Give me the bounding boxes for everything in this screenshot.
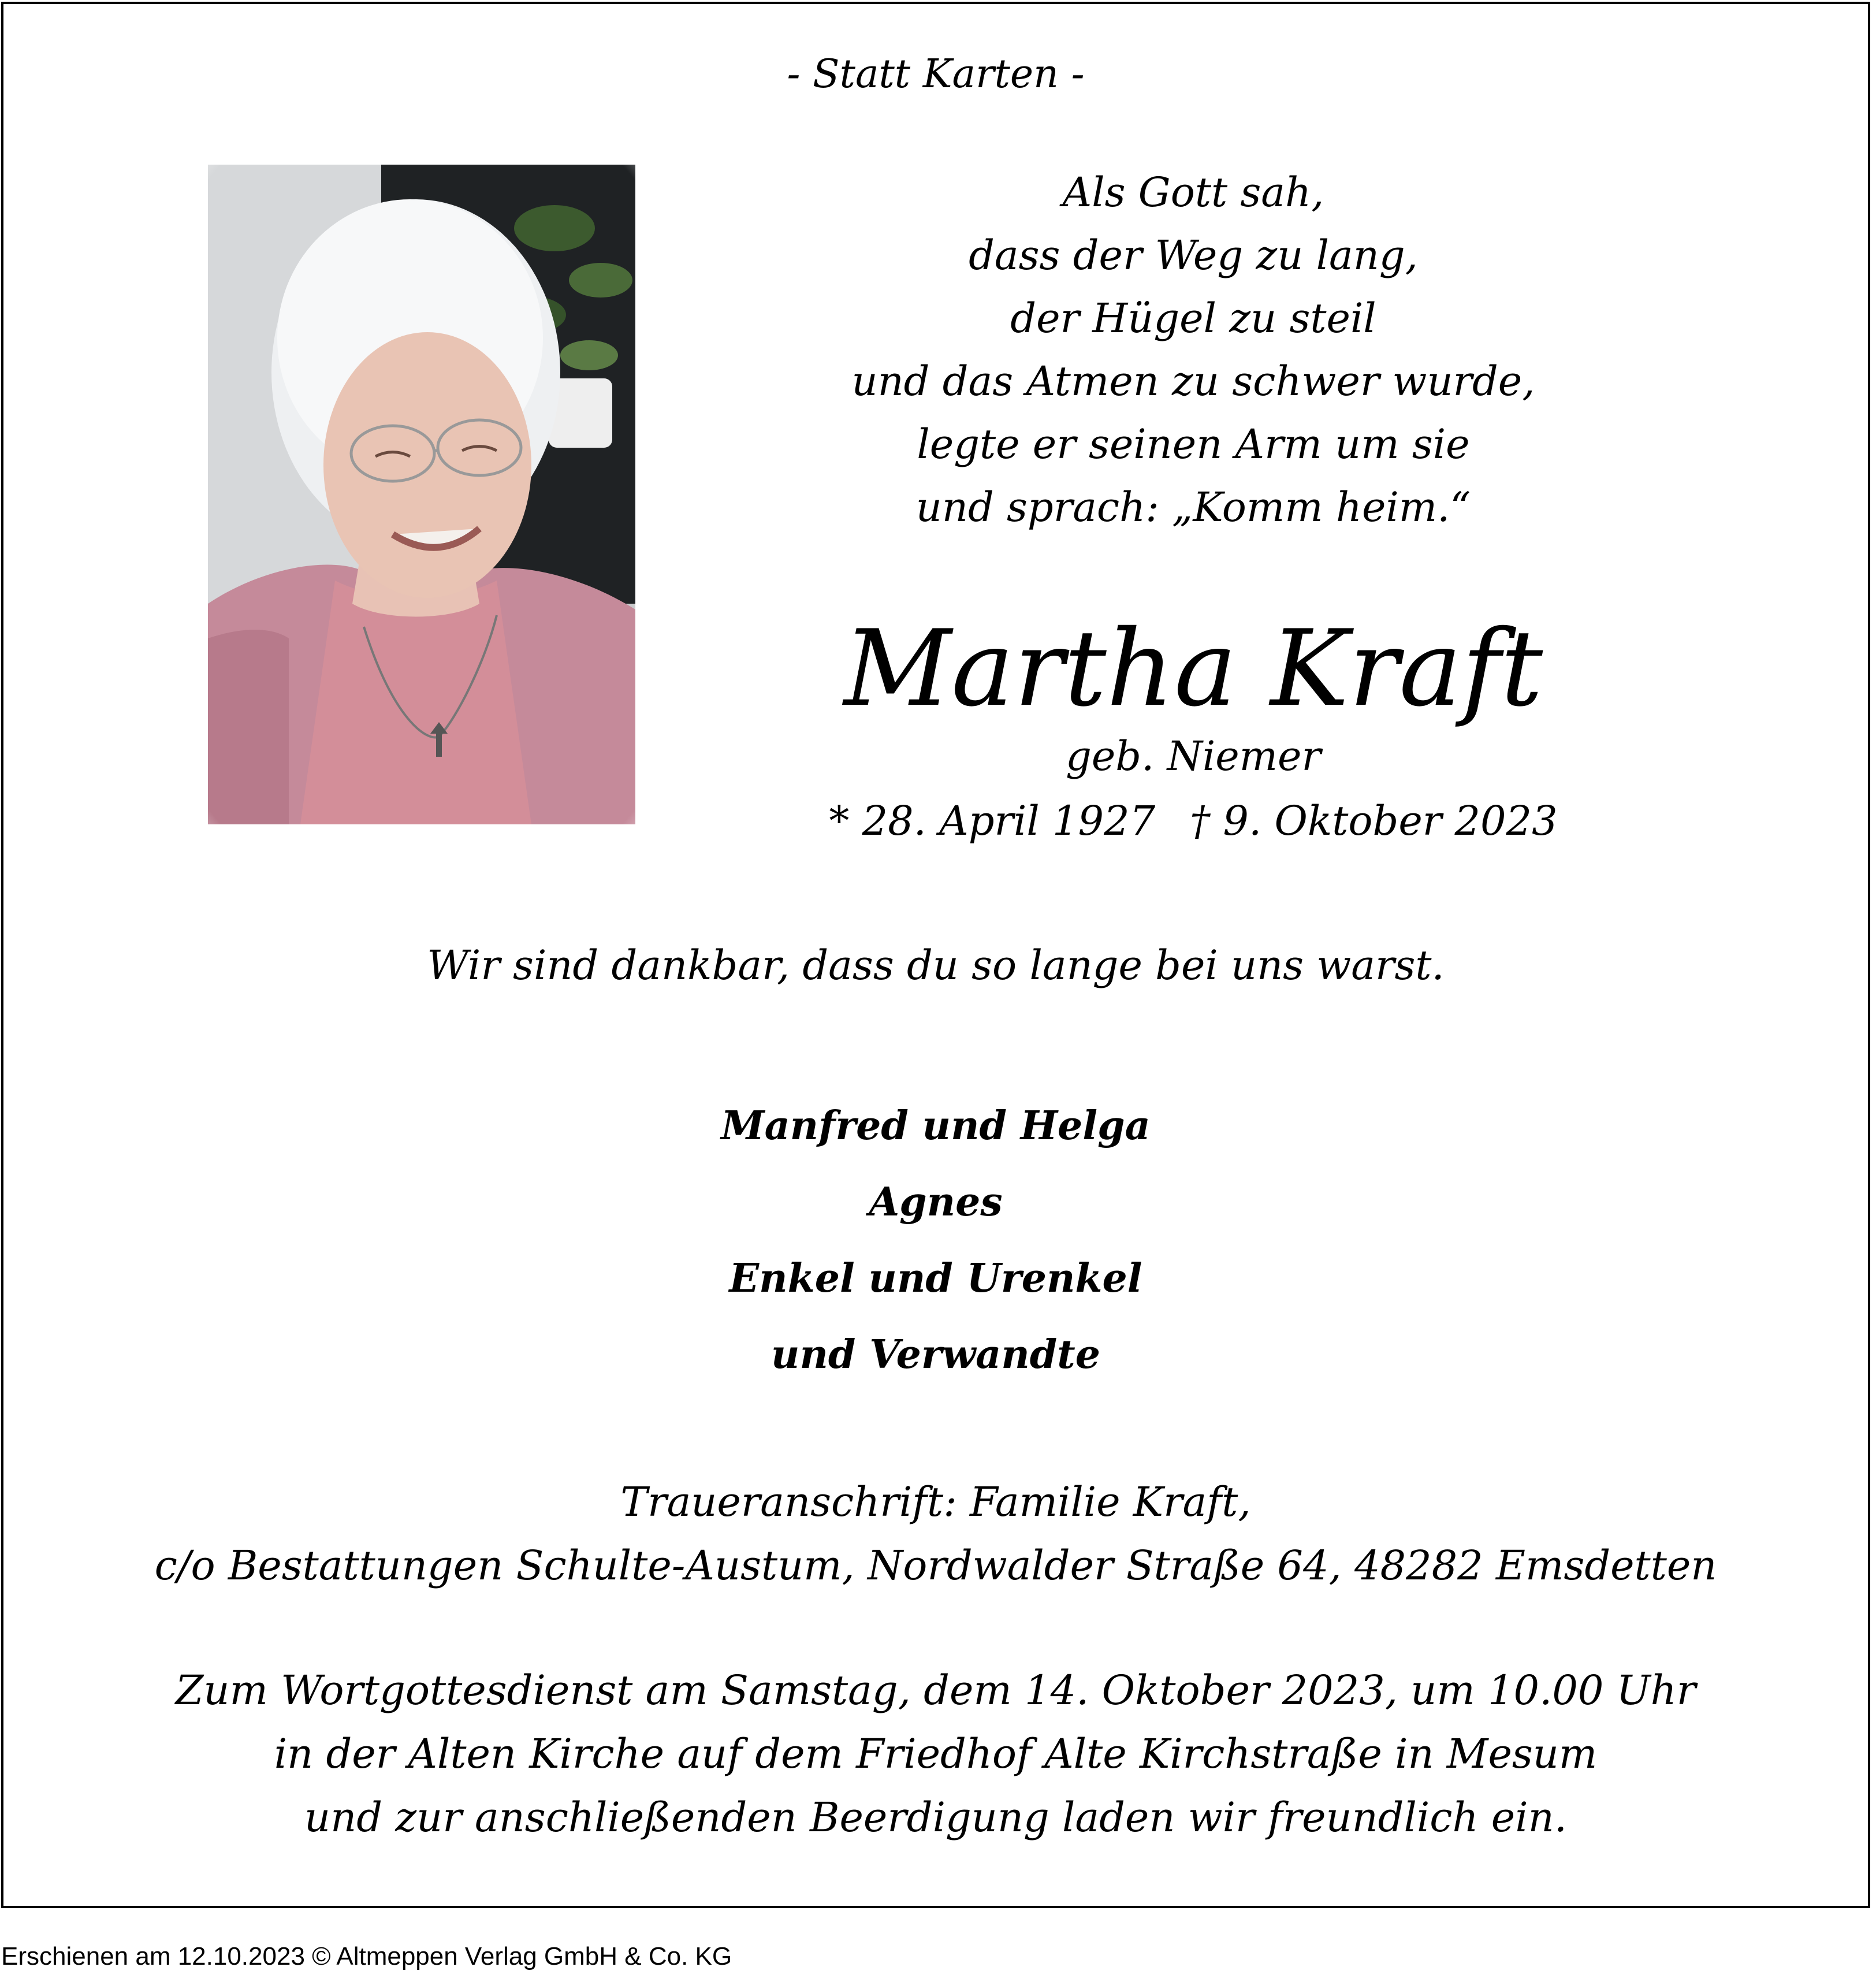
- obituary-frame: [1, 2, 1870, 1908]
- poem-line: Als Gott sah,: [1062, 169, 1324, 216]
- service-line: und zur anschließenden Beerdigung laden wir freundlich ein.: [304, 1794, 1567, 1841]
- mourner-name: Enkel und Urenkel: [729, 1255, 1142, 1302]
- service-invitation: [3, 1659, 1868, 1849]
- mourners-list: [3, 1088, 1868, 1393]
- service-line: Zum Wortgottesdienst am Samstag, dem 14. Oktober 2023, um 10.00 Uhr: [175, 1667, 1696, 1714]
- mourner-name: Manfred und Helga: [721, 1103, 1151, 1149]
- service-line: in der Alten Kirche auf dem Friedhof Alte Kirchstraße in Mesum: [274, 1730, 1598, 1778]
- address-line: c/o Bestattungen Schulte-Austum, Nordwalder Straße 64, 48282 Emsdetten: [154, 1542, 1717, 1589]
- birth-date: * 28. April 1927: [829, 797, 1156, 845]
- publication-footer: Erschienen am 12.10.2023 © Altmeppen Verlag GmbH & Co. KG: [1, 1942, 732, 1970]
- poem-line: und sprach: „Komm heim.“: [915, 484, 1471, 531]
- thanks-line: Wir sind dankbar, dass du so lange bei uns warst.: [427, 942, 1445, 989]
- deceased-name: Martha Kraft: [843, 607, 1543, 730]
- statt-karten-heading: - Statt Karten -: [787, 51, 1085, 97]
- birth-name: geb. Niemer: [1066, 733, 1321, 780]
- poem-line: legte er seinen Arm um sie: [917, 421, 1470, 468]
- mourner-name: und Verwandte: [771, 1332, 1100, 1378]
- poem-line: dass der Weg zu lang,: [969, 232, 1418, 279]
- mourning-address: [3, 1470, 1868, 1597]
- mourner-name: Agnes: [869, 1179, 1003, 1225]
- poem-line: und das Atmen zu schwer wurde,: [851, 358, 1535, 405]
- life-dates: [772, 793, 1615, 849]
- address-line: Traueranschrift: Familie Kraft,: [620, 1478, 1251, 1526]
- poem-line: der Hügel zu steil: [1010, 295, 1376, 342]
- death-date: † 9. Oktober 2023: [1190, 797, 1558, 845]
- portrait-photo: [208, 165, 635, 824]
- poem: [772, 161, 1615, 539]
